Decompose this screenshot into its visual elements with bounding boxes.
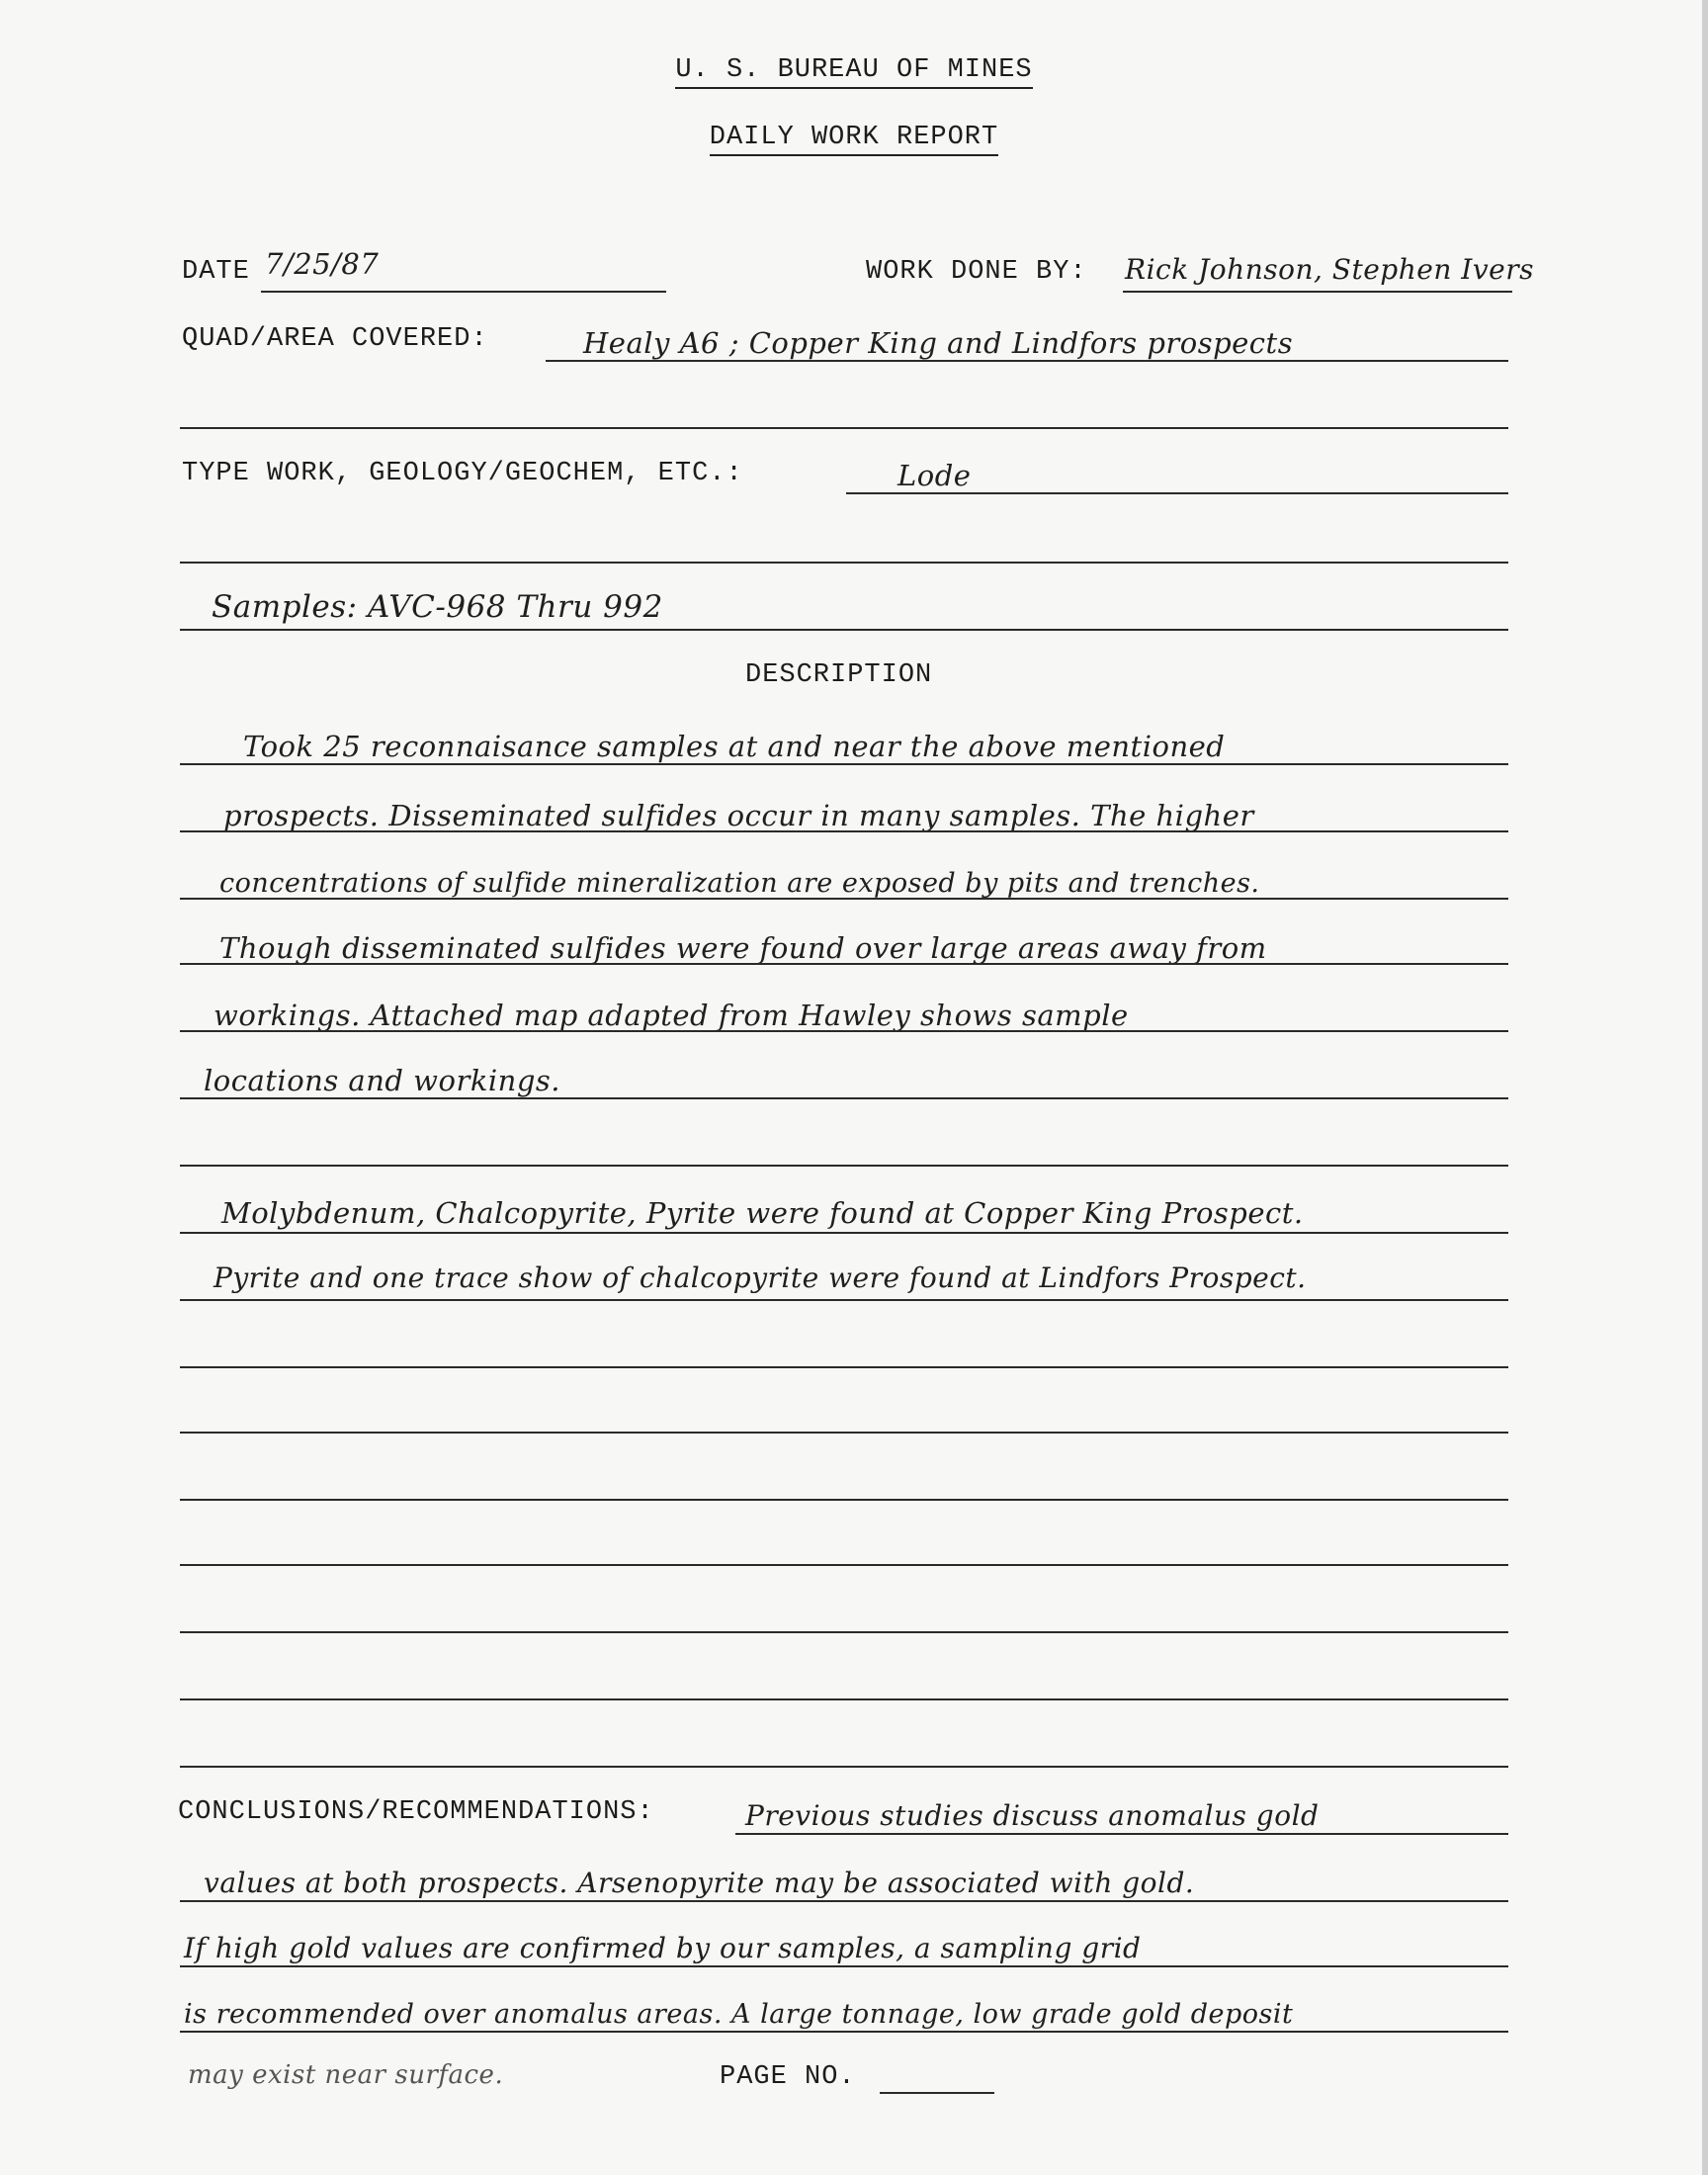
- conclusions-line: If high gold values are confirmed by our samples, a sampling grid: [184, 1932, 1142, 1964]
- description-line: Took 25 reconnaisance samples at and near the above mentioned: [243, 730, 1226, 763]
- description-rule: [180, 898, 1508, 900]
- date-value: 7/25/87: [265, 247, 380, 281]
- blank-rule: [180, 1698, 1508, 1700]
- type-value: Lode: [897, 459, 972, 492]
- conclusions-rule: [180, 1900, 1508, 1902]
- conclusions-line: is recommended over anomalus areas. A large tonnage, low grade gold deposit: [184, 1999, 1294, 2030]
- description-line: workings. Attached map adapted from Hawley shows sample: [214, 999, 1129, 1032]
- description-line: Pyrite and one trace show of chalcopyrite were found at Lindfors Prospect.: [214, 1262, 1307, 1294]
- description-rule: [180, 1299, 1508, 1301]
- date-label: DATE: [182, 257, 250, 287]
- page-no-rule: [880, 2092, 994, 2094]
- blank-rule: [180, 1631, 1508, 1633]
- description-line: Molybdenum, Chalcopyrite, Pyrite were found at Copper King Prospect.: [221, 1196, 1304, 1230]
- conclusions-rule: [180, 1965, 1508, 1967]
- conclusions-line: may exist near surface.: [188, 2060, 504, 2090]
- blank-rule: [180, 1766, 1508, 1768]
- description-rule: [180, 1097, 1508, 1099]
- type-rule: [846, 492, 1508, 494]
- samples-rule: [180, 629, 1508, 631]
- work-done-by-label: WORK DONE BY:: [866, 257, 1087, 287]
- work-done-by-rule: [1123, 291, 1512, 293]
- description-line: Though disseminated sulfides were found over large areas away from: [219, 931, 1267, 965]
- description-rule: [180, 1030, 1508, 1032]
- page-no-label: PAGE NO.: [720, 2062, 856, 2092]
- conclusions-rule: [735, 1833, 1508, 1835]
- quad-label: QUAD/AREA COVERED:: [182, 324, 488, 354]
- blank-rule: [180, 1499, 1508, 1501]
- conclusions-line: values at both prospects. Arsenopyrite may be associated with gold.: [204, 1867, 1195, 1899]
- quad-value: Healy A6 ; Copper King and Lindfors prospects: [583, 326, 1294, 360]
- description-rule: [180, 1232, 1508, 1234]
- type-label: TYPE WORK, GEOLOGY/GEOCHEM, ETC.:: [182, 459, 743, 488]
- blank-rule: [180, 1432, 1508, 1434]
- blank-rule: [180, 1564, 1508, 1566]
- conclusions-line: Previous studies discuss anomalus gold: [745, 1799, 1320, 1832]
- description-rule: [180, 763, 1508, 765]
- scan-edge: [1702, 0, 1708, 2175]
- type-rule-2: [180, 562, 1508, 564]
- samples-value: Samples: AVC-968 Thru 992: [212, 589, 663, 625]
- quad-rule: [546, 360, 1508, 362]
- date-rule: [261, 291, 666, 293]
- description-rule: [180, 963, 1508, 965]
- header-org: U. S. BUREAU OF MINES: [0, 55, 1708, 89]
- header-form-title: DAILY WORK REPORT: [0, 123, 1708, 156]
- conclusions-label: CONCLUSIONS/RECOMMENDATIONS:: [178, 1797, 654, 1827]
- work-done-by-value: Rick Johnson, Stephen Ivers: [1125, 253, 1534, 286]
- conclusions-rule: [180, 2031, 1508, 2033]
- description-line: concentrations of sulfide mineralization are exposed by pits and trenches.: [219, 868, 1260, 899]
- description-line: locations and workings.: [204, 1064, 561, 1097]
- description-rule: [180, 1165, 1508, 1167]
- description-line: prospects. Disseminated sulfides occur in many samples. The higher: [223, 799, 1254, 832]
- blank-rule: [180, 1366, 1508, 1368]
- description-heading: DESCRIPTION: [745, 660, 933, 690]
- quad-rule-2: [180, 427, 1508, 429]
- description-rule: [180, 830, 1508, 832]
